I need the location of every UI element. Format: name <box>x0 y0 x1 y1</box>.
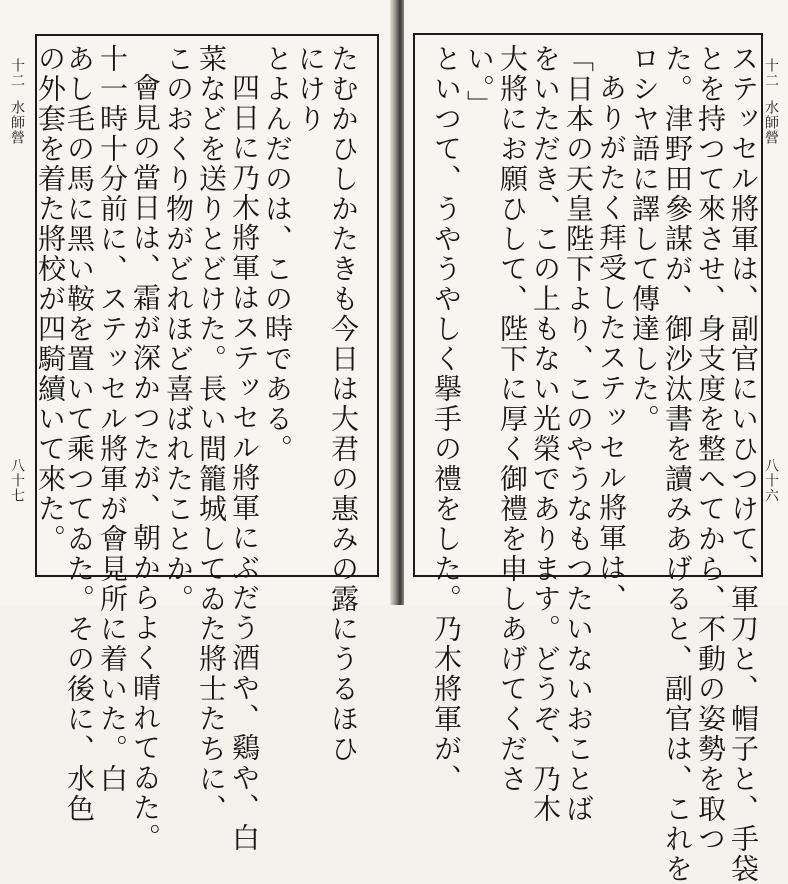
text-column: とを持つて來させ、身支度を整へてから、不動の姿勢を取つ <box>694 44 727 854</box>
text-column: といつて、うやうやしく擧手の禮をした。乃木將軍が、 <box>430 44 463 794</box>
page-number: 八十七 <box>9 458 25 503</box>
text-column: 會見の當日は、霜が深かつたが、朝からよく晴れてゐた。 <box>129 73 162 853</box>
text-column: ロシヤ語に譯して傳達した。 <box>628 44 661 434</box>
running-title: 水師營 <box>763 100 779 145</box>
text-column: い。」 <box>463 44 496 120</box>
text-column: にけり <box>294 44 327 134</box>
text-column: このおくり物がどれほど喜ばれたことか。 <box>162 44 195 614</box>
text-column: ありがたく拜受したステッセル將軍は、 <box>595 73 628 613</box>
text-column: ステッセル將軍は、副官にいひつけて、軍刀と、帽子と、手袋 <box>727 44 760 884</box>
chapter-number: 十二 <box>763 58 779 88</box>
text-column: たむかひしかたきも今日は大君の惠みの露にうるほひ <box>327 44 360 764</box>
right-page <box>404 0 788 884</box>
text-column: をいただき、この上もない光榮であります。どうぞ、乃木 <box>529 44 562 824</box>
text-column: の外套を着た將校が四騎續いて來た。 <box>34 44 67 554</box>
text-column: 「日本の天皇陛下より、このやうなもつたいないおことば <box>562 44 595 824</box>
left-page <box>0 0 394 853</box>
text-column: 大將にお願ひして、陛下に厚く御禮を申しあげてくださ <box>496 44 529 794</box>
text-column: 四日に乃木將軍はステッセル將軍にぶだう酒や、鷄や、白 <box>228 73 261 853</box>
page-number: 八十六 <box>763 458 779 503</box>
text-column: 十一時十分前に、ステッセル將軍が會見所に着いた。白 <box>96 44 129 794</box>
chapter-number: 十二 <box>9 58 25 88</box>
text-column: た。津野田參謀が、御沙汰書を讀みあげると、副官は、これを <box>661 44 694 884</box>
text-column: あし毛の馬に黑い鞍を置いて乘つてゐた。その後に、水色 <box>63 44 96 824</box>
text-column: とよんだのは、この時である。 <box>261 44 294 464</box>
running-title: 水師營 <box>9 100 25 145</box>
text-column: 菜などを送りとどけた。長い間籠城してゐた將士たちに、 <box>195 44 228 824</box>
